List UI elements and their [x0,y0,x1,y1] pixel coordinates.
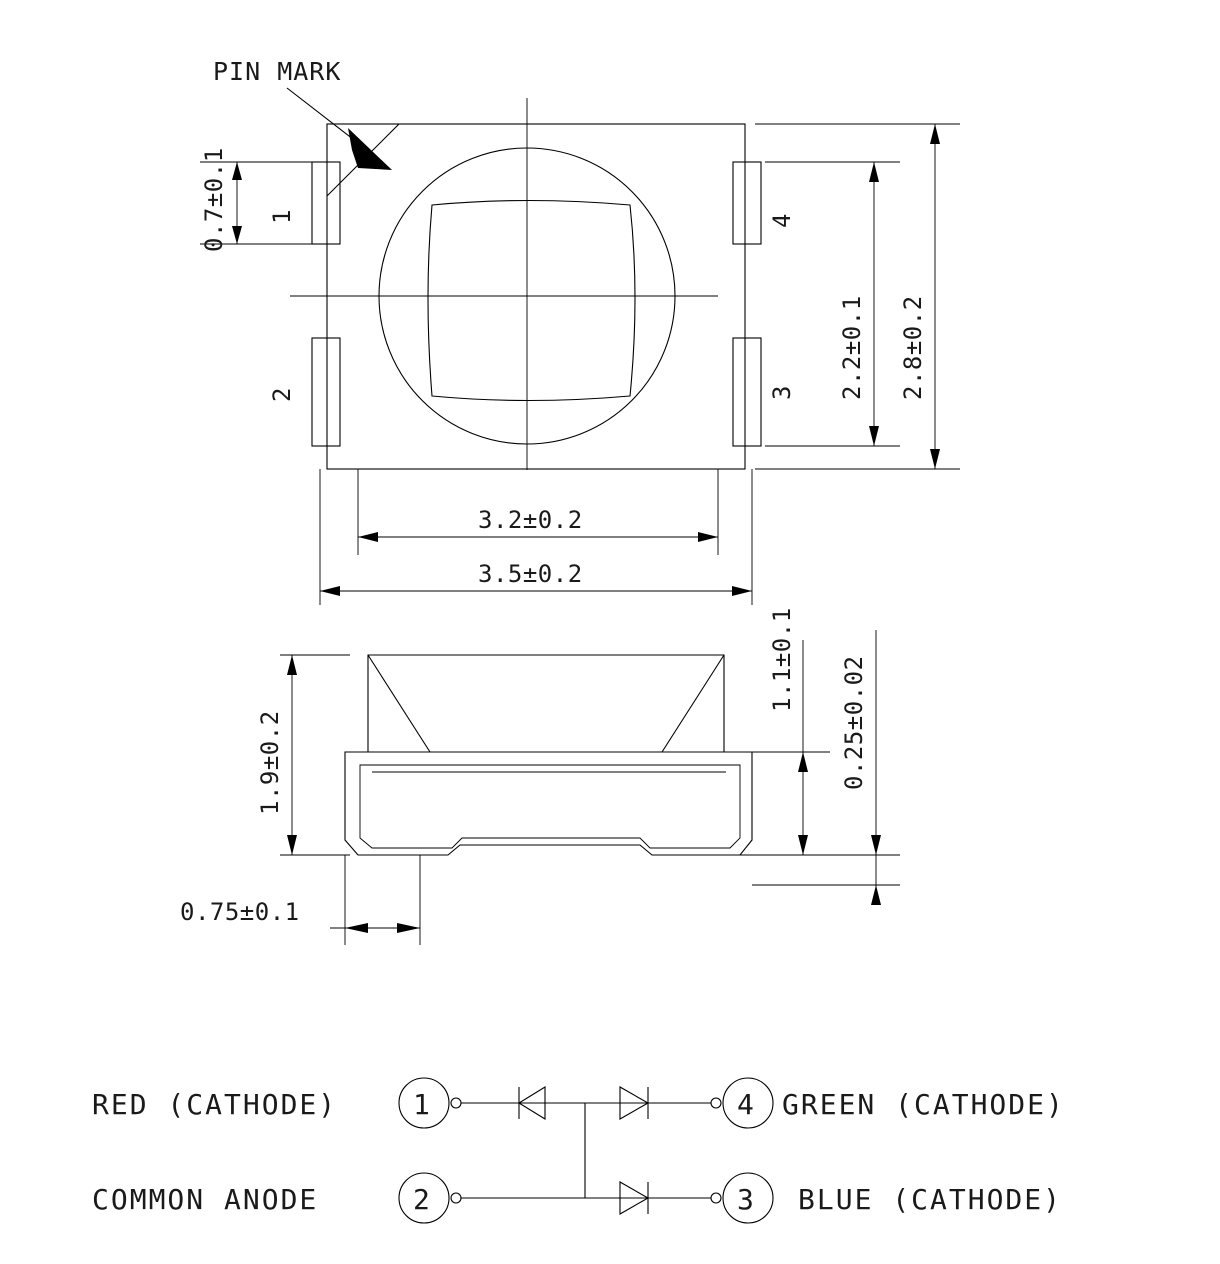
arrow-11-top [798,752,808,772]
schematic-label-red: RED (CATHODE) [92,1088,338,1121]
lens-bevel-right [662,655,724,752]
schematic-label-blue: BLUE (CATHODE) [798,1183,1063,1216]
arrow-22-top [869,162,879,182]
terminal-label-3: 3 [737,1183,756,1216]
pin-number-1: 1 [268,209,296,224]
arrow-28-bottom [930,449,940,469]
dim-lead-width: 0.75±0.1 [180,898,300,926]
arrow-19-bottom [287,835,297,855]
dim-body-width-inner: 3.2±0.2 [478,506,583,534]
node-dot-2 [451,1193,461,1203]
arrow-35-left [320,586,340,596]
pin-number-4: 4 [768,213,796,228]
lens-body-rect [368,655,724,752]
dim-pad-width: 0.7±0.1 [200,147,228,252]
arrow-32-right [698,532,718,542]
schematic-label-common-anode: COMMON ANODE [92,1183,319,1216]
terminal-label-1: 1 [413,1088,432,1121]
pin-mark-arrowhead [348,128,392,170]
die-outline [428,201,635,401]
arrow-025-top [871,835,881,855]
node-dot-4 [711,1098,721,1108]
arrow-35-right [732,586,752,596]
schematic-group [92,1078,1065,1223]
pad-2 [312,338,340,446]
top-view-group [200,57,960,605]
pin-mark-label: PIN MARK [213,57,342,86]
dim-body-height-inner: 2.2±0.1 [838,295,866,400]
pin-number-3: 3 [768,385,796,400]
pad-4 [733,162,761,244]
arrow-025-bottom [871,885,881,905]
package-side-outline [345,752,752,855]
arrow-075-right [397,923,420,933]
dim-total-height: 1.9±0.2 [256,710,284,815]
arrow-19-top [287,655,297,675]
arrow-32-left [358,532,378,542]
pad-1 [312,162,340,244]
dim-lead-thickness: 0.25±0.02 [840,655,868,790]
pin-number-2: 2 [268,387,296,402]
schematic-label-green: GREEN (CATHODE) [782,1088,1065,1121]
node-dot-3 [711,1193,721,1203]
dim-body-height-outer: 2.8±0.2 [899,295,927,400]
package-side-inner [360,765,740,848]
package-body-outline [327,124,745,469]
lens-bevel-left [368,655,430,752]
dim-body-width-outer: 3.5±0.2 [478,560,583,588]
pad-3 [733,338,761,446]
arrow-pad-top [232,162,242,180]
arrow-075-left [345,923,368,933]
terminal-label-2: 2 [413,1183,432,1216]
terminal-label-4: 4 [737,1088,756,1121]
arrow-pad-bottom [232,226,242,244]
arrow-22-bottom [869,426,879,446]
dim-lens-height: 1.1±0.1 [768,607,796,712]
arrow-11-bottom [798,835,808,855]
side-view-group [180,607,900,945]
arrow-28-top [930,124,940,144]
node-dot-1 [451,1098,461,1108]
